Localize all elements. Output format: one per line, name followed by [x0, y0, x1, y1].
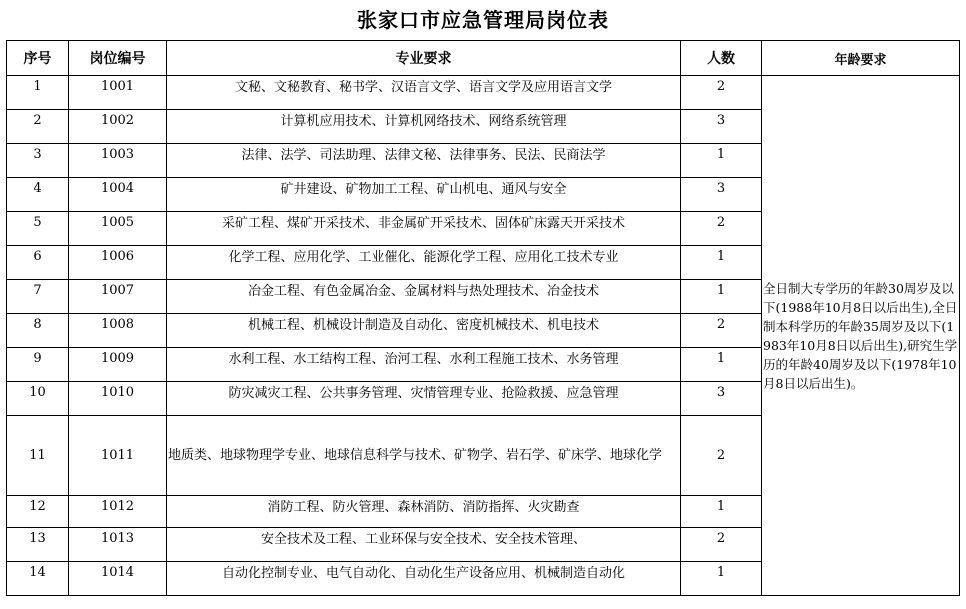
row-index: 1: [7, 76, 69, 110]
row-count: 2: [681, 212, 762, 246]
table-row: [7, 76, 960, 110]
header-row: [7, 41, 960, 76]
row-count: 3: [681, 178, 762, 212]
row-index: 14: [7, 562, 69, 596]
row-index: 2: [7, 110, 69, 144]
row-code: 1005: [69, 212, 167, 246]
row-index: 13: [7, 528, 69, 562]
row-code: 1002: [69, 110, 167, 144]
row-index: 3: [7, 144, 69, 178]
row-major: 消防工程、防火管理、森林消防、消防指挥、火灾勘查: [167, 496, 681, 528]
row-count: 2: [681, 528, 762, 562]
row-index: 6: [7, 246, 69, 280]
page-title: 张家口市应急管理局岗位表: [357, 8, 609, 32]
row-code: 1004: [69, 178, 167, 212]
row-count: 2: [681, 416, 762, 496]
row-code: 1014: [69, 562, 167, 596]
row-count: 1: [681, 280, 762, 314]
row-major: 冶金工程、有色金属冶金、金属材料与热处理技术、冶金技术: [167, 280, 681, 314]
row-index: 5: [7, 212, 69, 246]
row-code: 1003: [69, 144, 167, 178]
row-code: 1008: [69, 314, 167, 348]
row-major: 自动化控制专业、电气自动化、自动化生产设备应用、机械制造自动化: [167, 562, 681, 596]
row-major: 采矿工程、煤矿开采技术、非金属矿开采技术、固体矿床露天开采技术: [167, 212, 681, 246]
header-code: 岗位编号: [69, 41, 167, 76]
header-major: 专业要求: [167, 41, 681, 76]
row-index: 7: [7, 280, 69, 314]
header-age: 年龄要求: [762, 41, 960, 76]
row-major: 防灾减灾工程、公共事务管理、灾情管理专业、抢险救援、应急管理: [167, 382, 681, 416]
row-index: 8: [7, 314, 69, 348]
row-code: 1001: [69, 76, 167, 110]
row-count: 1: [681, 144, 762, 178]
row-code: 1006: [69, 246, 167, 280]
row-count: 1: [681, 348, 762, 382]
row-major: 化学工程、应用化学、工业催化、能源化学工程、应用化工技术专业: [167, 246, 681, 280]
row-index: 12: [7, 496, 69, 528]
row-major: 地质类、地球物理学专业、地球信息科学与技术、矿物学、岩石学、矿床学、地球化学: [167, 416, 681, 496]
row-count: 1: [681, 496, 762, 528]
row-count: 3: [681, 110, 762, 144]
row-major: 法律、法学、司法助理、法律文秘、法律事务、民法、民商法学: [167, 144, 681, 178]
header-index: 序号: [7, 41, 69, 76]
row-major: 安全技术及工程、工业环保与安全技术、安全技术管理、: [167, 528, 681, 562]
row-count: 2: [681, 76, 762, 110]
row-major: 机械工程、机械设计制造及自动化、密度机械技术、机电技术: [167, 314, 681, 348]
row-code: 1009: [69, 348, 167, 382]
header-count: 人数: [681, 41, 762, 76]
row-major: 矿井建设、矿物加工工程、矿山机电、通风与安全: [167, 178, 681, 212]
row-index: 11: [7, 416, 69, 496]
row-count: 1: [681, 562, 762, 596]
row-code: 1012: [69, 496, 167, 528]
row-index: 9: [7, 348, 69, 382]
row-code: 1011: [69, 416, 167, 496]
row-code: 1010: [69, 382, 167, 416]
row-major: 水利工程、水工结构工程、治河工程、水利工程施工技术、水务管理: [167, 348, 681, 382]
row-code: 1013: [69, 528, 167, 562]
row-index: 10: [7, 382, 69, 416]
row-count: 3: [681, 382, 762, 416]
position-table: [6, 40, 960, 596]
row-major: 计算机应用技术、计算机网络技术、网络系统管理: [167, 110, 681, 144]
row-code: 1007: [69, 280, 167, 314]
row-count: 1: [681, 246, 762, 280]
row-major: 文秘、文秘教育、秘书学、汉语言文学、语言文学及应用语言文学: [167, 76, 681, 110]
age-requirement: 全日制大专学历的年龄30周岁及以下(1988年10月8日以后出生),全日制本科学历的年龄35周岁及以下(1983年10月8日以后出生),研究生学历的年龄40周岁及以下(1978年10月8日以后出生)。: [762, 76, 960, 596]
row-count: 2: [681, 314, 762, 348]
row-index: 4: [7, 178, 69, 212]
